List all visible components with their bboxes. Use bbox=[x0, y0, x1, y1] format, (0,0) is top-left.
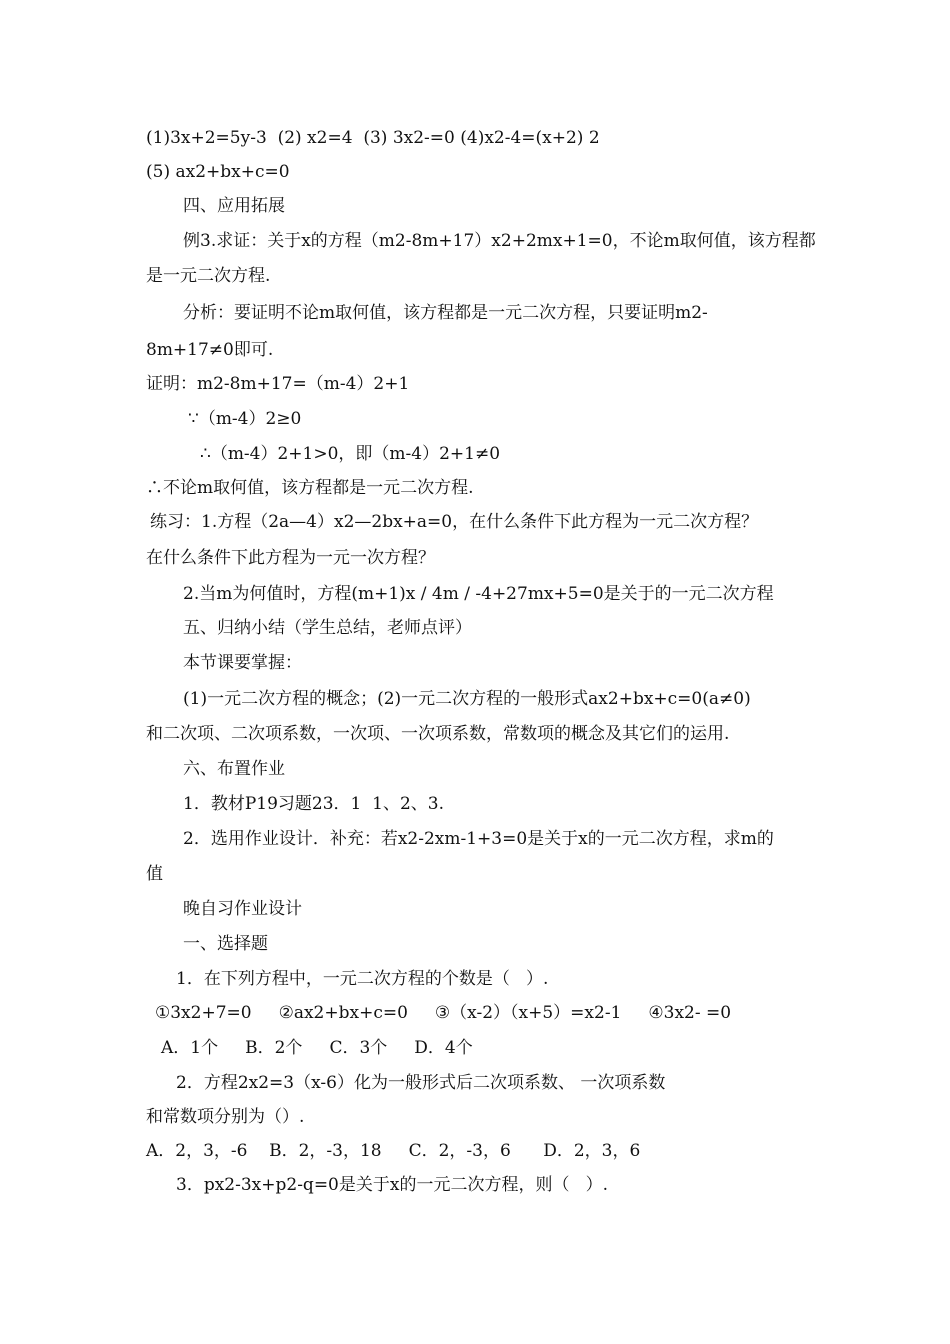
proof-line-1: 证明：m2-8m+17=（m-4）2+1 bbox=[146, 374, 410, 394]
section-heading-choice: 一、选择题 bbox=[183, 934, 268, 954]
question-1-answers: A．1个 B．2个 C．3个 D．4个 bbox=[161, 1038, 473, 1058]
example-3-line-1: 例3.求证：关于x的方程（m2-8m+17）x2+2mx+1=0，不论m取何值，该方程都 bbox=[183, 231, 816, 251]
question-3: 3．px2-3x+p2-q=0是关于x的一元二次方程，则（ ）. bbox=[176, 1175, 609, 1195]
homework-item-1: 1．教材P19习题23．1 1、2、3. bbox=[183, 794, 444, 814]
equation-list-line-2: (5) ax2+bx+c=0 bbox=[146, 162, 290, 182]
section-heading-homework: 六、布置作业 bbox=[183, 759, 285, 779]
question-2-line-1: 2．方程2x2=3（x-6）化为一般形式后二次项系数、 一次项系数 bbox=[176, 1073, 666, 1093]
section-heading-application: 四、应用拓展 bbox=[183, 196, 285, 216]
example-3-line-2: 是一元二次方程. bbox=[146, 266, 271, 286]
summary-intro: 本节课要掌握： bbox=[183, 653, 302, 673]
question-1: 1．在下列方程中，一元二次方程的个数是（ ）. bbox=[176, 969, 549, 989]
section-heading-summary: 五、归纳小结（学生总结，老师点评） bbox=[183, 618, 472, 638]
summary-line-2: 和二次项、二次项系数，一次项、一次项系数，常数项的概念及其它们的运用. bbox=[146, 724, 730, 744]
homework-item-2-line-1: 2．选用作业设计．补充：若x2-2xm-1+3=0是关于x的一元二次方程，求m的 bbox=[183, 829, 774, 849]
equation-list-line-1: (1)3x+2=5y-3 (2) x2=4 (3) 3x2-=0 (4)x2-4=(x+2) 2 bbox=[146, 128, 600, 148]
proof-line-3: ∴（m-4）2+1>0，即（m-4）2+1≠0 bbox=[200, 444, 501, 464]
proof-line-2: ∵（m-4）2≥0 bbox=[188, 409, 302, 429]
analysis-line-2: 8m+17≠0即可. bbox=[146, 340, 274, 360]
homework-item-2-line-2: 值 bbox=[146, 864, 163, 884]
evening-homework-title: 晚自习作业设计 bbox=[183, 899, 302, 919]
summary-line-1: (1)一元二次方程的概念；(2)一元二次方程的一般形式ax2+bx+c=0(a≠0) bbox=[183, 689, 751, 709]
question-2-answers: A．2，3，-6 B．2，-3，18 C．2，-3，6 D．2，3，6 bbox=[146, 1141, 641, 1161]
exercise-1-line-1: 练习：1.方程（2a—4）x2—2bx+a=0，在什么条件下此方程为一元二次方程？ bbox=[150, 512, 759, 532]
exercise-2: 2.当m为何值时，方程(m+1)x / 4m / -4+27mx+5=0是关于的一元二次方程 bbox=[183, 584, 774, 604]
analysis-line-1: 分析：要证明不论m取何值，该方程都是一元二次方程，只要证明m2- bbox=[183, 303, 708, 323]
question-1-options: ①3x2+7=0 ②ax2+bx+c=0 ③（x-2）（x+5）=x2-1 ④3x2- =0 bbox=[155, 1003, 732, 1023]
proof-conclusion: ∴不论m取何值，该方程都是一元二次方程. bbox=[146, 478, 474, 498]
exercise-1-line-2: 在什么条件下此方程为一元一次方程？ bbox=[146, 548, 435, 568]
question-2-line-2: 和常数项分别为（）. bbox=[146, 1107, 305, 1127]
